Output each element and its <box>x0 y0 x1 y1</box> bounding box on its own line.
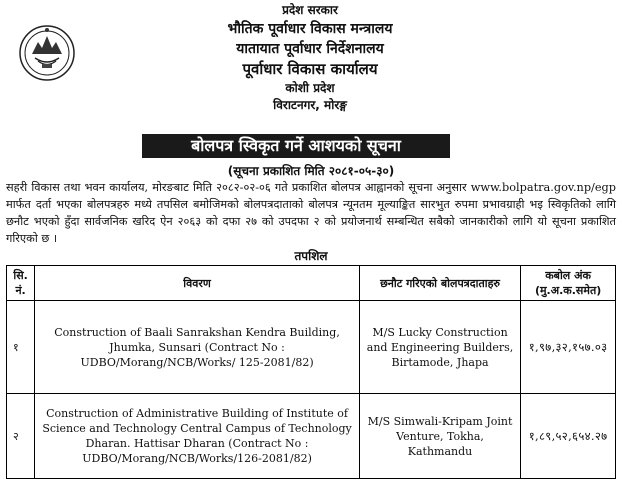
header-location: विराटनगर, मोरङ्ग <box>273 98 347 112</box>
header-province: कोशी प्रदेश <box>285 81 335 95</box>
details-heading: तपशिल <box>294 249 328 263</box>
header-office: पूर्वाधार विकास कार्यालय <box>242 60 378 78</box>
bid-table <box>6 265 616 479</box>
published-date: (सूचना प्रकाशित मिति २०८१-०५-३०) <box>227 164 395 178</box>
notice-title: बोलपत्र स्विकृत गर्ने आशयको सूचना <box>142 134 450 158</box>
row-description: Construction of Baali Sanrakshan Kendra Building, Jhumka, Sunsari (Contract No : UDBO/Morang/NCB/Works/ 125-2081/82) <box>35 301 360 394</box>
header-description: विवरण <box>35 266 360 301</box>
nepal-emblem-icon <box>18 24 76 82</box>
table-row <box>7 301 616 394</box>
header-sn-line2: नं. <box>15 284 26 297</box>
header-sn-line1: सि. <box>13 269 28 282</box>
row-sn: १ <box>7 301 35 394</box>
table-header-row <box>7 266 616 301</box>
header-amount-line1: कबोल अंक <box>545 269 591 282</box>
header-directorate: यातायात पूर्वाधार निर्देशनालय <box>236 41 384 57</box>
row-bidder: M/S Simwali-Kripam Joint Venture, Tokha, Kathmandu <box>359 394 520 479</box>
table-row <box>7 394 616 479</box>
row-amount: १,८९,५२,६५४.२७ <box>521 394 616 479</box>
header-sn <box>7 266 35 301</box>
header-bidder: छनौट गरिएको बोलपत्रदाताहरु <box>359 266 520 301</box>
header-amount-line2: (मु.अ.क.समेत) <box>534 284 602 297</box>
row-description: Construction of Administrative Building of Institute of Science and Technology Central Campus of Technology Dharan. Hattisar Dharan (Contract No : UDBO/Morang/NCB/Works/126-2081/82) <box>35 394 360 479</box>
header-province-government: प्रदेश सरकार <box>282 3 338 17</box>
row-amount: १,९७,३२,१५७.०३ <box>521 301 616 394</box>
row-sn: २ <box>7 394 35 479</box>
header-amount <box>521 266 616 301</box>
office-header <box>120 2 500 114</box>
notice-body: सहरी विकास तथा भवन कार्यालय, मोरङबाट मिति २०८२-०२-०६ गते प्रकाशित बोलपत्र आह्वानको सूचना अनुसार www.bolpatra.gov.np/egp मार्फत दर्ता भएका बोलपत्रहरु मध्ये तपसिल बमोजिमको बोलपत्रदाताको बोलपत्र न्यूनतम मूल्याङ्कित सारभुत रुपमा प्रभावग्राही भइ स्विकृतिको लागि छनौट भएको हुँदा सार्वजनिक खरिद ऐन २०६३ को दफा २७ को उपदफा २ को प्रयोजनार्थ सम्बन्धित सबैको जानकारीको लागि यो सूचना प्रकाशित गरिएको छ । <box>6 181 617 245</box>
header-ministry: भौतिक पूर्वाधार विकास मन्त्रालय <box>227 21 393 37</box>
row-bidder: M/S Lucky Construction and Engineering Builders, Birtamode, Jhapa <box>359 301 520 394</box>
